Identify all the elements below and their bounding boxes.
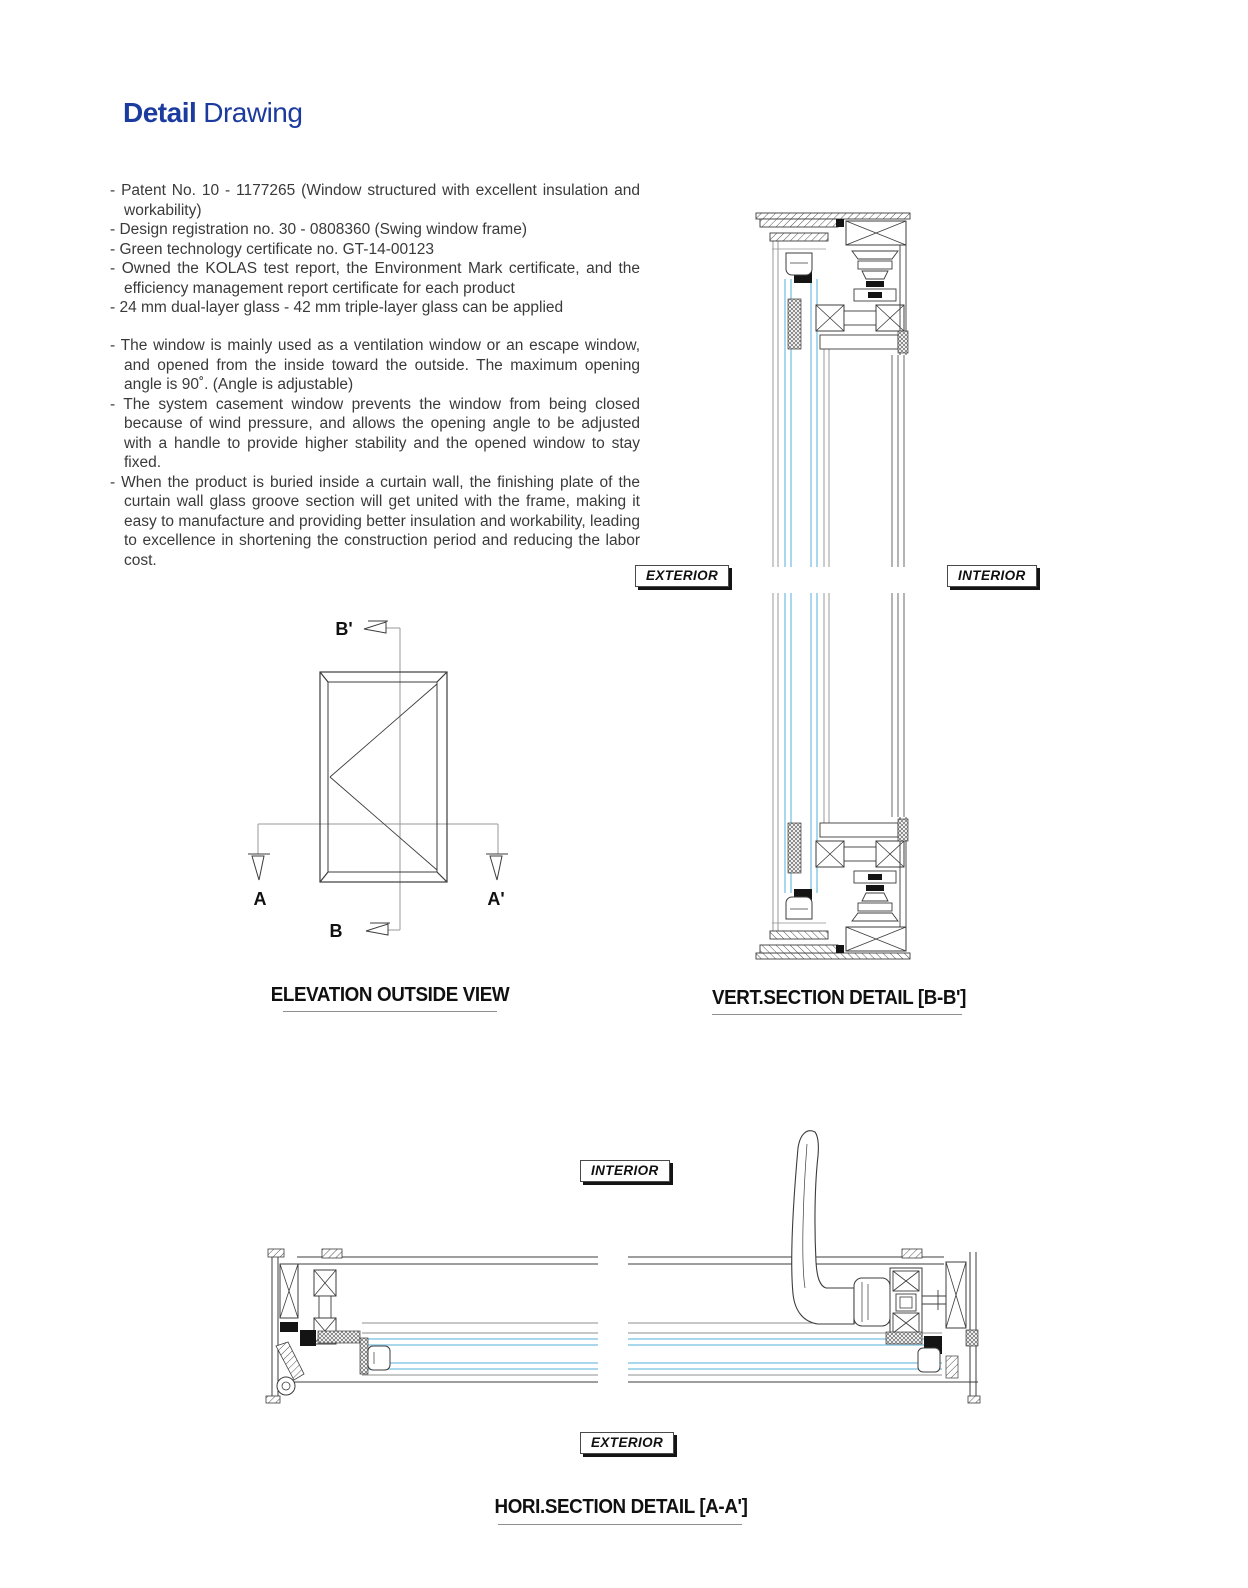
- feature-list: [110, 336, 640, 570]
- list-item: - Owned the KOLAS test report, the Environment Mark certificate, and the efficiency management report certificate for each product: [110, 259, 640, 298]
- left-jamb-assembly: [266, 1249, 390, 1403]
- certification-list: [110, 181, 640, 318]
- elevation-outside-view-drawing: [230, 600, 560, 945]
- marker-b-prime: B': [335, 619, 353, 639]
- sill-section: [756, 817, 910, 959]
- page-title-bold: Detail: [123, 97, 197, 128]
- caption-underline: [498, 1524, 742, 1525]
- page-title-regular: Drawing: [203, 97, 303, 128]
- marker-a-prime: A': [487, 889, 505, 909]
- marker-a: A: [253, 889, 267, 909]
- caption-underline: [712, 1014, 962, 1015]
- list-item: - When the product is buried inside a curtain wall, the finishing plate of the curtain wall glass groove section will get united with the frame, making it easy to manufacture and providing better insulation and workability, leading to excellence in shortening the construction period and reducing the labor cost.: [110, 473, 640, 571]
- exterior-tag-hori: EXTERIOR: [580, 1432, 674, 1454]
- glass-panes: [785, 279, 817, 893]
- vert-section-caption: VERT.SECTION DETAIL [B-B']: [711, 987, 967, 1009]
- section-arrows: [248, 621, 508, 935]
- list-item: - Patent No. 10 - 1177265 (Window structured with excellent insulation and workability): [110, 181, 640, 220]
- caption-underline: [283, 1011, 497, 1012]
- elevation-caption: ELEVATION OUTSIDE VIEW: [270, 984, 510, 1006]
- window-handle: [792, 1131, 890, 1326]
- list-item: - The window is mainly used as a ventilation window or an escape window, and opened from the inside toward the outside. The maximum opening angle is 90˚. (Angle is adjustable): [110, 336, 640, 395]
- page-title: [123, 97, 302, 129]
- right-lock-assembly: [886, 1249, 980, 1403]
- vert-section-drawing: [748, 205, 960, 967]
- head-section: [756, 213, 910, 355]
- glass-panes: [362, 1339, 942, 1369]
- marker-b: B: [329, 921, 343, 941]
- interior-tag-vert: INTERIOR: [947, 565, 1037, 587]
- hori-section-drawing: [262, 1112, 980, 1404]
- hori-section-caption: HORI.SECTION DETAIL [A-A']: [494, 1496, 748, 1518]
- list-item: - 24 mm dual-layer glass - 42 mm triple-layer glass can be applied: [110, 298, 640, 318]
- list-item: - Design registration no. 30 - 0808360 (Swing window frame): [110, 220, 640, 240]
- exterior-tag-vert: EXTERIOR: [635, 565, 729, 587]
- window-frame: [320, 672, 447, 882]
- list-item: - The system casement window prevents the window from being closed because of wind pressure, and allows the opening angle to be adjusted with a handle to provide higher stability and the opened window to stay fixed.: [110, 395, 640, 473]
- list-item: - Green technology certificate no. GT-14-00123: [110, 240, 640, 260]
- interior-tag-hori: INTERIOR: [580, 1160, 670, 1182]
